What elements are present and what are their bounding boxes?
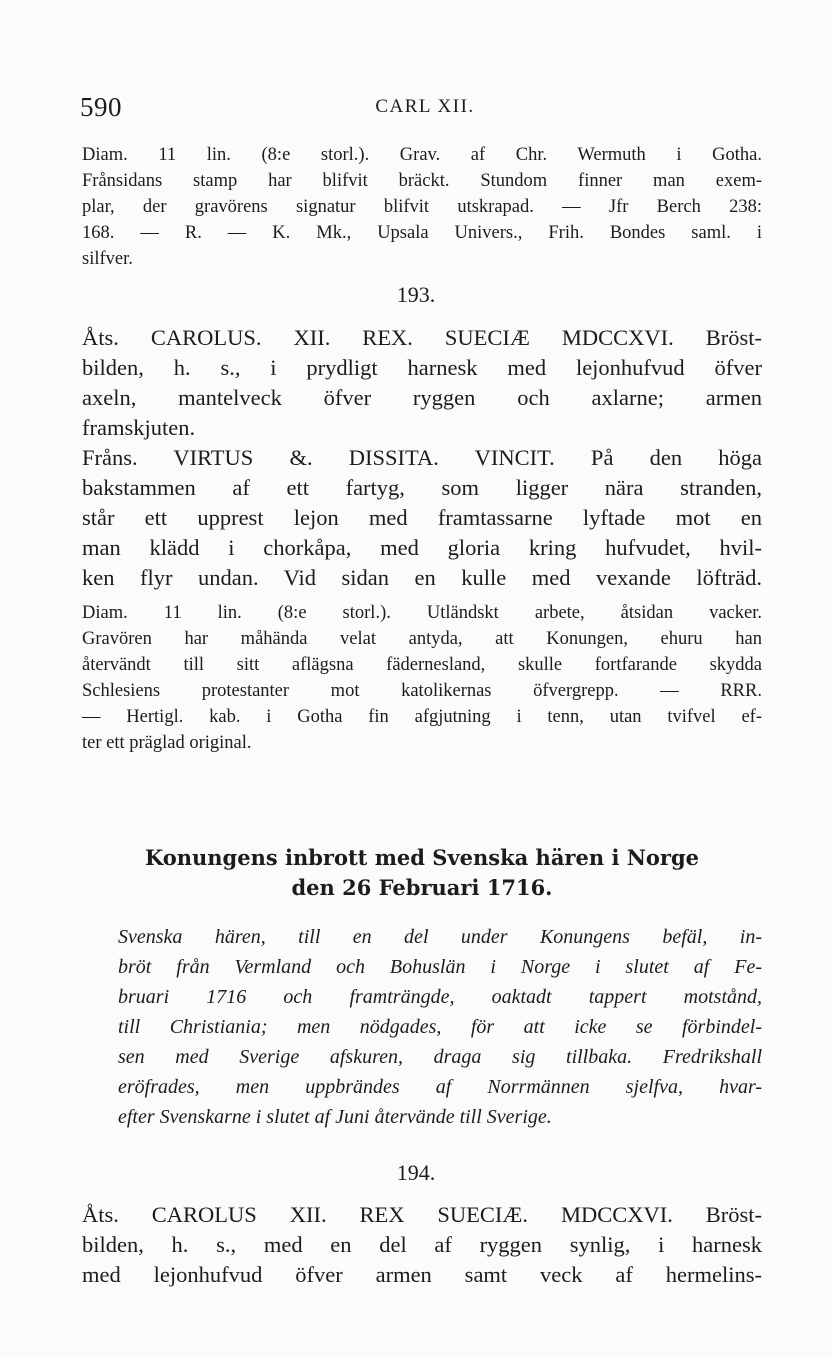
text-line: bakstammen af ett fartyg, som ligger nära stranden, [82, 475, 762, 500]
text-line: bröt från Vermland och Bohuslän i Norge i slutet af Fe- [118, 956, 762, 978]
text-line: man klädd i chorkåpa, med gloria kring hufvudet, hvil- [82, 535, 762, 560]
text-line: 168. — R. — K. Mk., Upsala Univers., Frih. Bondes saml. i [82, 223, 762, 243]
running-title: CARL XII. [375, 96, 475, 117]
text-line: bruari 1716 och framträngde, oaktadt tappert motstånd, [118, 986, 762, 1008]
text-line: Fråns. VIRTUS &. DISSITA. VINCIT. På den höga [82, 445, 762, 470]
text-line: ter ett präglad original. [82, 733, 252, 753]
text-line: bilden, h. s., i prydligt harnesk med lejonhufvud öfver [82, 355, 762, 380]
text-line: plar, der gravörens signatur blifvit utskrapad. — Jfr Berch 238: [82, 197, 762, 217]
text-line: axeln, mantelveck öfver ryggen och axlarne; armen [82, 385, 762, 410]
text-line: Åts. CAROLUS XII. REX SUECIÆ. MDCCXVI. Bröst- [82, 1202, 762, 1227]
text-line: med lejonhufvud öfver armen samt veck af hermelins- [82, 1262, 762, 1287]
text-line: Diam. 11 lin. (8:e storl.). Utländskt arbete, åtsidan vacker. [82, 603, 762, 623]
text-line: Gravören har måhända velat antyda, att Konungen, ehuru han [82, 629, 762, 649]
text-line: återvändt till sitt aflägsna fädernesland, skulle fortfarande skydda [82, 655, 762, 675]
text-line: silfver. [82, 249, 133, 269]
text-line: står ett upprest lejon med framtassarne lyftade mot en [82, 505, 762, 530]
text-line: bilden, h. s., med en del af ryggen synlig, i harnesk [82, 1232, 762, 1257]
page-number: 590 [80, 92, 122, 122]
text-line: Svenska hären, till en del under Konungens befäl, in- [118, 926, 762, 948]
heading-line: Konungens inbrott med Svenska hären i Norge [144, 845, 700, 870]
section-summary [118, 922, 762, 1132]
entry-number-194: 194. [396, 1160, 436, 1185]
text-line: Schlesiens protestanter mot katolikernas öfvergrepp. — RRR. [82, 681, 762, 701]
text-line: eröfrades, men uppbrändes af Norrmännen sjelfva, hvar- [118, 1076, 762, 1098]
text-line: Frånsidans stamp har blifvit bräckt. Stundom finner man exem- [82, 171, 762, 191]
text-line: sen med Sverige afskuren, draga sig tillbaka. Fredrikshall [118, 1046, 762, 1068]
entry-192-note [82, 142, 762, 272]
text-line: ken flyr undan. Vid sidan en kulle med vexande löfträd. [82, 565, 762, 590]
heading-line: den 26 Februari 1716. [291, 875, 553, 900]
entry-194-description [82, 1200, 762, 1290]
text-line: — Hertigl. kab. i Gotha fin afgjutning i tenn, utan tvifvel ef- [82, 707, 762, 727]
text-line: Diam. 11 lin. (8:e storl.). Grav. af Chr. Wermuth i Gotha. [82, 145, 762, 165]
entry-number-193: 193. [396, 282, 436, 307]
text-line: till Christiania; men nödgades, för att icke se förbindel- [118, 1016, 762, 1038]
section-heading [82, 843, 762, 903]
text-line: Åts. CAROLUS. XII. REX. SUECIÆ MDCCXVI. Bröst- [82, 325, 762, 350]
entry-193-note [82, 600, 762, 756]
entry-193-description [82, 323, 762, 593]
text-line: efter Svenskarne i slutet af Juni återvände till Sverige. [118, 1106, 552, 1128]
text-line: framskjuten. [82, 415, 196, 440]
